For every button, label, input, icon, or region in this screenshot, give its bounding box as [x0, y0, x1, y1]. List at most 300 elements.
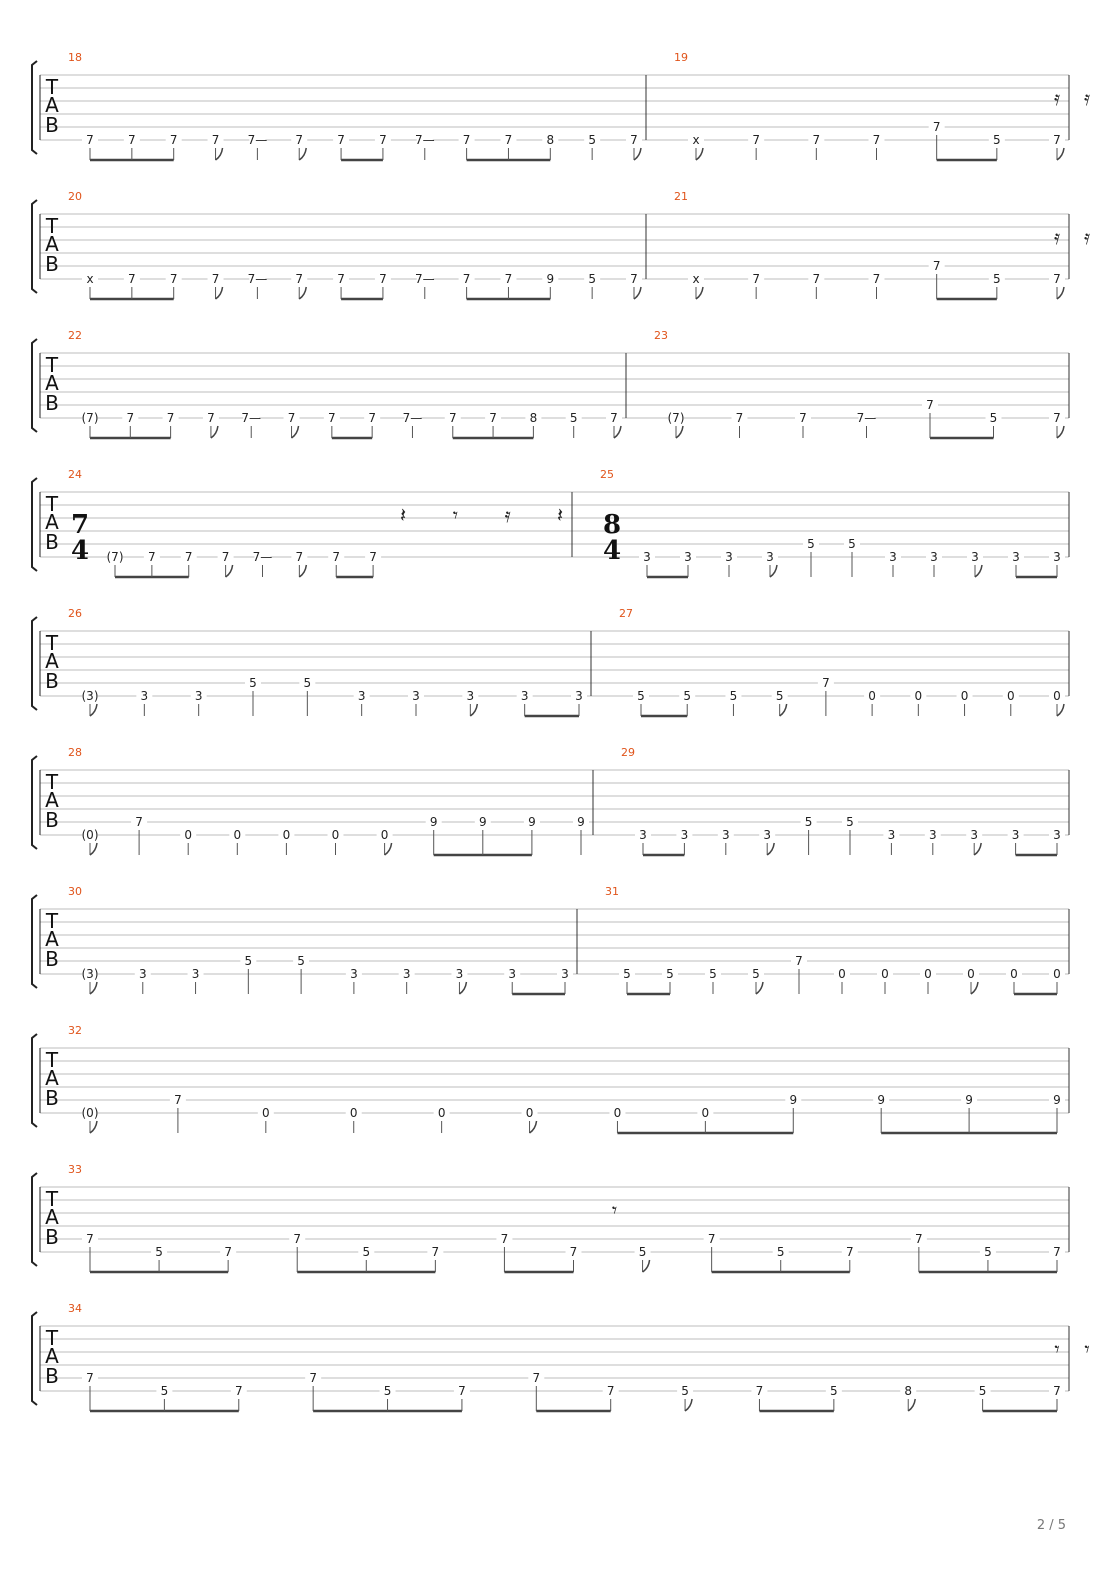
fret-number: 3 [928, 828, 937, 842]
note-flag [470, 704, 477, 716]
tab-clef-t: T [45, 492, 59, 516]
fret-number: 3 [412, 689, 420, 703]
measure-number: 29 [621, 746, 635, 759]
tab-note [284, 411, 300, 438]
fret-number: 0 [924, 967, 932, 981]
fret-number: (7) [667, 411, 685, 425]
fret-number: 5 [775, 689, 784, 703]
tab-note [203, 411, 219, 438]
fret-number: 3 [1012, 550, 1020, 564]
tab-note [571, 689, 587, 716]
tab-clef-t: T [45, 1326, 59, 1350]
tab-clef-a: A [45, 649, 59, 673]
fret-number: 0 [1053, 689, 1061, 703]
tab-note [705, 967, 721, 994]
tab-clef-a: A [45, 371, 59, 395]
fret-number: 9 [577, 815, 585, 829]
fret-number: 3 [575, 689, 583, 703]
tab-note [166, 272, 182, 299]
fret-number: 8 [546, 133, 555, 147]
fret-number: 3 [766, 550, 774, 564]
tab-note [427, 1245, 443, 1272]
note-flag [211, 426, 218, 438]
fret-number: 7 [207, 411, 215, 425]
measure [68, 468, 563, 577]
fret-number: 7— [252, 550, 273, 564]
tab-note [619, 967, 635, 994]
tab-note [291, 550, 307, 577]
tab-note [566, 1245, 582, 1272]
fret-number: 3 [889, 550, 897, 564]
tab-note [677, 1384, 693, 1411]
fret-number: 7 [224, 1245, 232, 1259]
tab-note [191, 689, 207, 716]
tab-system [32, 190, 1090, 299]
fret-number: 3 [680, 828, 689, 842]
fret-number: x [86, 272, 94, 286]
fret-number: 7 [234, 1384, 243, 1398]
tab-clef-b: B [45, 113, 59, 137]
tab-note [635, 1245, 651, 1272]
tab-note [122, 411, 138, 438]
tab-note [688, 133, 704, 160]
fret-number: 5 [681, 1384, 689, 1398]
fret-number: 7 [337, 272, 345, 286]
fret-number: 7 [293, 1232, 302, 1246]
tab-note [82, 1106, 99, 1133]
tab-note [986, 411, 1002, 438]
measure-number: 26 [68, 607, 82, 620]
tab-clef-a: A [45, 1205, 59, 1229]
fret-number: 7 [379, 272, 387, 286]
tab-note [1049, 411, 1065, 438]
tab-note [408, 689, 424, 716]
tab-system [32, 607, 1069, 716]
fret-number: 7 [221, 550, 230, 564]
tab-note [218, 550, 234, 577]
fret-number: 0 [331, 828, 340, 842]
fret-number: 5 [993, 133, 1001, 147]
fret-number: 7— [856, 411, 877, 425]
measure-number: 31 [605, 885, 619, 898]
tab-note [900, 1384, 916, 1411]
fret-number: 7 [630, 272, 638, 286]
fret-number: 7 [845, 1245, 854, 1259]
tab-note [808, 272, 824, 299]
measure-number: 33 [68, 1163, 82, 1176]
tab-note [434, 1106, 450, 1133]
tab-note [82, 828, 99, 855]
tab-note [721, 550, 737, 577]
measure [674, 51, 1090, 160]
tab-clef-b: B [45, 530, 59, 554]
tab-note [869, 133, 885, 160]
tab-note [454, 1384, 470, 1411]
tab-note [963, 967, 979, 994]
tab-note [522, 1106, 538, 1133]
fret-number: 7 [184, 550, 193, 564]
fret-number: 7 [148, 550, 156, 564]
tab-clef-b: B [45, 669, 59, 693]
fret-number: (7) [81, 411, 99, 425]
fret-number: 9 [789, 1093, 798, 1107]
fret-number: 7 [462, 133, 471, 147]
fret-number: 0 [881, 967, 889, 981]
fret-number: (3) [81, 967, 99, 981]
tab-note [1008, 550, 1024, 577]
note-flag [459, 982, 466, 994]
note-flag [696, 287, 703, 299]
system-bracket [32, 200, 37, 293]
measure [600, 468, 1065, 577]
tab-note [748, 133, 764, 160]
fret-number: 7 [287, 411, 296, 425]
fret-number: 7 [489, 411, 497, 425]
fret-number: 7 [812, 272, 821, 286]
tab-note [166, 133, 182, 160]
tab-clef-a: A [45, 927, 59, 951]
measure [621, 746, 1065, 855]
fret-number: 5 [776, 1245, 785, 1259]
fret-number: 3 [1011, 828, 1020, 842]
tab-note [333, 272, 349, 299]
tab-note [1006, 967, 1022, 994]
system-bracket [32, 478, 37, 571]
tab-system [32, 51, 1090, 160]
fret-number: x [692, 133, 700, 147]
fret-number: 5 [978, 1384, 987, 1398]
measure [68, 329, 622, 438]
tab-note [136, 689, 152, 716]
tab-clef-b: B [45, 1225, 59, 1249]
tab-clef-a: A [45, 1344, 59, 1368]
fret-number: 3 [930, 550, 938, 564]
tab-note [639, 550, 655, 577]
fret-number: 5 [989, 411, 998, 425]
tab-note [808, 133, 824, 160]
fret-number: 7 [926, 398, 934, 412]
tab-note [1049, 1245, 1065, 1272]
fret-number: 7 [1053, 272, 1061, 286]
tab-note [403, 411, 423, 438]
fret-number: 3 [1053, 550, 1061, 564]
tab-note [375, 133, 391, 160]
tab-note [346, 967, 362, 994]
tab-note [415, 133, 435, 160]
fret-number: 3 [508, 967, 517, 981]
measure-number: 28 [68, 746, 82, 759]
tab-clef-t: T [45, 770, 59, 794]
tab-note [542, 272, 558, 299]
tab-note [725, 689, 741, 716]
fret-number: 5 [752, 967, 760, 981]
fret-number: 0 [349, 1106, 358, 1120]
measure [68, 885, 573, 994]
tab-note [291, 272, 307, 299]
fret-number: 8 [529, 411, 538, 425]
tab-clef-a: A [45, 93, 59, 117]
fret-number: 3 [350, 967, 358, 981]
rest-symbol: 𝄾 [1054, 1337, 1060, 1361]
time-signature-top: 8 [602, 510, 622, 540]
tab-note [1049, 272, 1065, 299]
tab-note [826, 1384, 842, 1411]
tab-note [445, 411, 461, 438]
fret-number: 7 [735, 411, 744, 425]
tab-note [229, 828, 245, 855]
fret-number: 3 [970, 828, 979, 842]
tab-note [258, 1106, 274, 1133]
tab-note [883, 828, 899, 855]
fret-number: 5 [569, 411, 578, 425]
system-bracket [32, 1034, 37, 1127]
fret-number: 3 [639, 828, 647, 842]
fret-number: 5 [623, 967, 631, 981]
tab-note [584, 272, 600, 299]
tab-note [910, 689, 926, 716]
fret-number: 7 [500, 1232, 509, 1246]
tab-clef-b: B [45, 808, 59, 832]
note-flag [299, 565, 306, 577]
tab-note [609, 1106, 625, 1133]
tab-note [208, 133, 224, 160]
time-signature-top: 7 [70, 510, 90, 540]
tab-note [606, 411, 622, 438]
tab-note [967, 550, 983, 577]
note-flag [685, 1399, 692, 1411]
tab-note [82, 967, 99, 994]
fret-number: 7— [247, 133, 268, 147]
fret-number: 9 [1053, 1093, 1061, 1107]
fret-number: 7 [379, 133, 387, 147]
fret-number: 9 [429, 815, 438, 829]
fret-number: 7 [448, 411, 457, 425]
tab-note [772, 689, 788, 716]
fret-number: 7 [610, 411, 618, 425]
fret-number: 5 [848, 537, 856, 551]
fret-number: 3 [357, 689, 366, 703]
measure [674, 190, 1090, 299]
fret-number: 7 [128, 133, 136, 147]
fret-number: 7 [822, 676, 830, 690]
measure-number: 23 [654, 329, 668, 342]
measure [68, 1024, 1065, 1133]
fret-number: 9 [528, 815, 536, 829]
tab-note [163, 411, 179, 438]
system-bracket [32, 339, 37, 432]
note-flag [1057, 426, 1064, 438]
fret-number: 7 [135, 815, 143, 829]
tab-note [957, 689, 973, 716]
system-bracket [32, 61, 37, 154]
tab-system [32, 468, 1069, 577]
fret-number: 0 [701, 1106, 710, 1120]
tab-note [82, 411, 99, 438]
tab-note [82, 689, 99, 716]
tab-note [82, 272, 98, 299]
tab-note [679, 689, 695, 716]
tab-note [668, 411, 685, 438]
tab-note [732, 411, 748, 438]
tab-note [124, 133, 140, 160]
tab-note [603, 1384, 619, 1411]
fret-number: 7 [128, 272, 136, 286]
fret-number: 5 [683, 689, 692, 703]
tab-note [626, 133, 642, 160]
fret-number: 5 [637, 689, 645, 703]
fret-number: 7 [752, 133, 760, 147]
tab-note [584, 133, 600, 160]
fret-number: 7 [606, 1384, 615, 1398]
fret-number: 7 [174, 1093, 182, 1107]
fret-number: 0 [960, 689, 969, 703]
note-flag [908, 1399, 915, 1411]
tab-system [32, 329, 1069, 438]
fret-number: 3 [971, 550, 979, 564]
tab-clef-a: A [45, 232, 59, 256]
fret-number: 0 [380, 828, 389, 842]
fret-number: 0 [868, 689, 876, 703]
tab-note [688, 272, 704, 299]
fret-number: (7) [106, 550, 124, 564]
tab-note [542, 133, 558, 160]
tab-note [144, 550, 160, 577]
fret-number: 3 [466, 689, 475, 703]
tab-note [380, 1384, 396, 1411]
rest-symbol: 𝄿 [1053, 86, 1061, 110]
tab-note [485, 411, 501, 438]
fret-number: 8 [904, 1384, 913, 1398]
fret-number: 0 [613, 1106, 622, 1120]
fret-number: 7 [795, 954, 803, 968]
time-signature-bottom: 4 [602, 536, 622, 566]
rest-symbol: 𝄿 [1053, 225, 1061, 249]
tab-note [399, 967, 415, 994]
tab-note [517, 689, 533, 716]
fret-number: 3 [721, 828, 730, 842]
fret-number: 5 [303, 676, 312, 690]
fret-number: 7 [332, 550, 341, 564]
fret-number: 7 [166, 411, 175, 425]
fret-number: 0 [233, 828, 242, 842]
note-flag [90, 1121, 97, 1133]
fret-number: 7 [872, 133, 881, 147]
tab-note [504, 967, 520, 994]
fret-number: 5 [362, 1245, 371, 1259]
tab-note [925, 828, 941, 855]
tab-clef-b: B [45, 1364, 59, 1388]
tab-note [680, 550, 696, 577]
fret-number: 7 [368, 411, 376, 425]
measure [68, 1163, 1065, 1272]
fret-number: (0) [81, 1106, 99, 1120]
tab-note [1049, 550, 1065, 577]
fret-number: 5 [984, 1245, 992, 1259]
fret-number: 7 [1053, 133, 1061, 147]
fret-number: 3 [684, 550, 692, 564]
tab-clef-t: T [45, 1048, 59, 1072]
fret-number: 7— [414, 133, 435, 147]
fret-number: 7 [169, 272, 178, 286]
tab-system [32, 1163, 1069, 1272]
tab-clef-t: T [45, 353, 59, 377]
note-flag [90, 982, 97, 994]
tab-note [220, 1245, 236, 1272]
fret-number: 7 [309, 1371, 317, 1385]
fret-number: 7 [126, 411, 135, 425]
tab-note [358, 1245, 374, 1272]
note-flag [676, 426, 683, 438]
fret-number: 7 [630, 133, 638, 147]
tab-note [324, 411, 340, 438]
fret-number: 7— [247, 272, 268, 286]
measure [654, 329, 1065, 438]
fret-number: 7— [402, 411, 423, 425]
tab-note [697, 1106, 713, 1133]
fret-number: 3 [191, 967, 200, 981]
fret-number: 0 [838, 967, 846, 981]
fret-number: (3) [81, 689, 99, 703]
tab-clef-a: A [45, 1066, 59, 1090]
tab-note [375, 272, 391, 299]
fret-number: 9 [478, 815, 487, 829]
fret-number: 5 [244, 954, 253, 968]
tab-clef-b: B [45, 252, 59, 276]
fret-number: 7 [431, 1245, 440, 1259]
tab-note [633, 689, 649, 716]
measure-number: 21 [674, 190, 688, 203]
rest-symbol: 𝄽 [400, 503, 407, 527]
rest-symbol: 𝄾 [452, 503, 459, 527]
tab-note [857, 411, 877, 438]
note-flag [1057, 704, 1064, 716]
fret-number: 5 [155, 1245, 163, 1259]
tab-note [1049, 1384, 1065, 1411]
tab-clef-b: B [45, 391, 59, 415]
fret-number: 3 [140, 689, 149, 703]
fret-number: 3 [402, 967, 411, 981]
tab-note [248, 272, 268, 299]
tab-note [718, 828, 734, 855]
fret-number: 7 [1053, 1384, 1061, 1398]
tab-note [181, 550, 197, 577]
tab-note [759, 828, 775, 855]
tab-note [248, 133, 268, 160]
tab-clef-b: B [45, 1086, 59, 1110]
tab-note [869, 272, 885, 299]
fret-number: 0 [184, 828, 193, 842]
measure [68, 51, 642, 160]
fret-number: 7 [211, 272, 220, 286]
measure-number: 30 [68, 885, 82, 898]
tab-note [459, 133, 475, 160]
fret-number: 7 [752, 272, 760, 286]
measure-number: 22 [68, 329, 82, 342]
fret-number: 3 [1053, 828, 1061, 842]
tab-note [253, 550, 273, 577]
system-bracket [32, 1173, 37, 1266]
fret-number: 0 [1006, 689, 1015, 703]
tab-note [328, 828, 344, 855]
fret-number: 3 [725, 550, 733, 564]
fret-number: 7 [295, 550, 304, 564]
tab-note [156, 1384, 172, 1411]
fret-number: 7 [504, 133, 513, 147]
measure-number: 32 [68, 1024, 82, 1037]
tab-note [415, 272, 435, 299]
tab-note [926, 550, 942, 577]
system-bracket [32, 1312, 37, 1405]
